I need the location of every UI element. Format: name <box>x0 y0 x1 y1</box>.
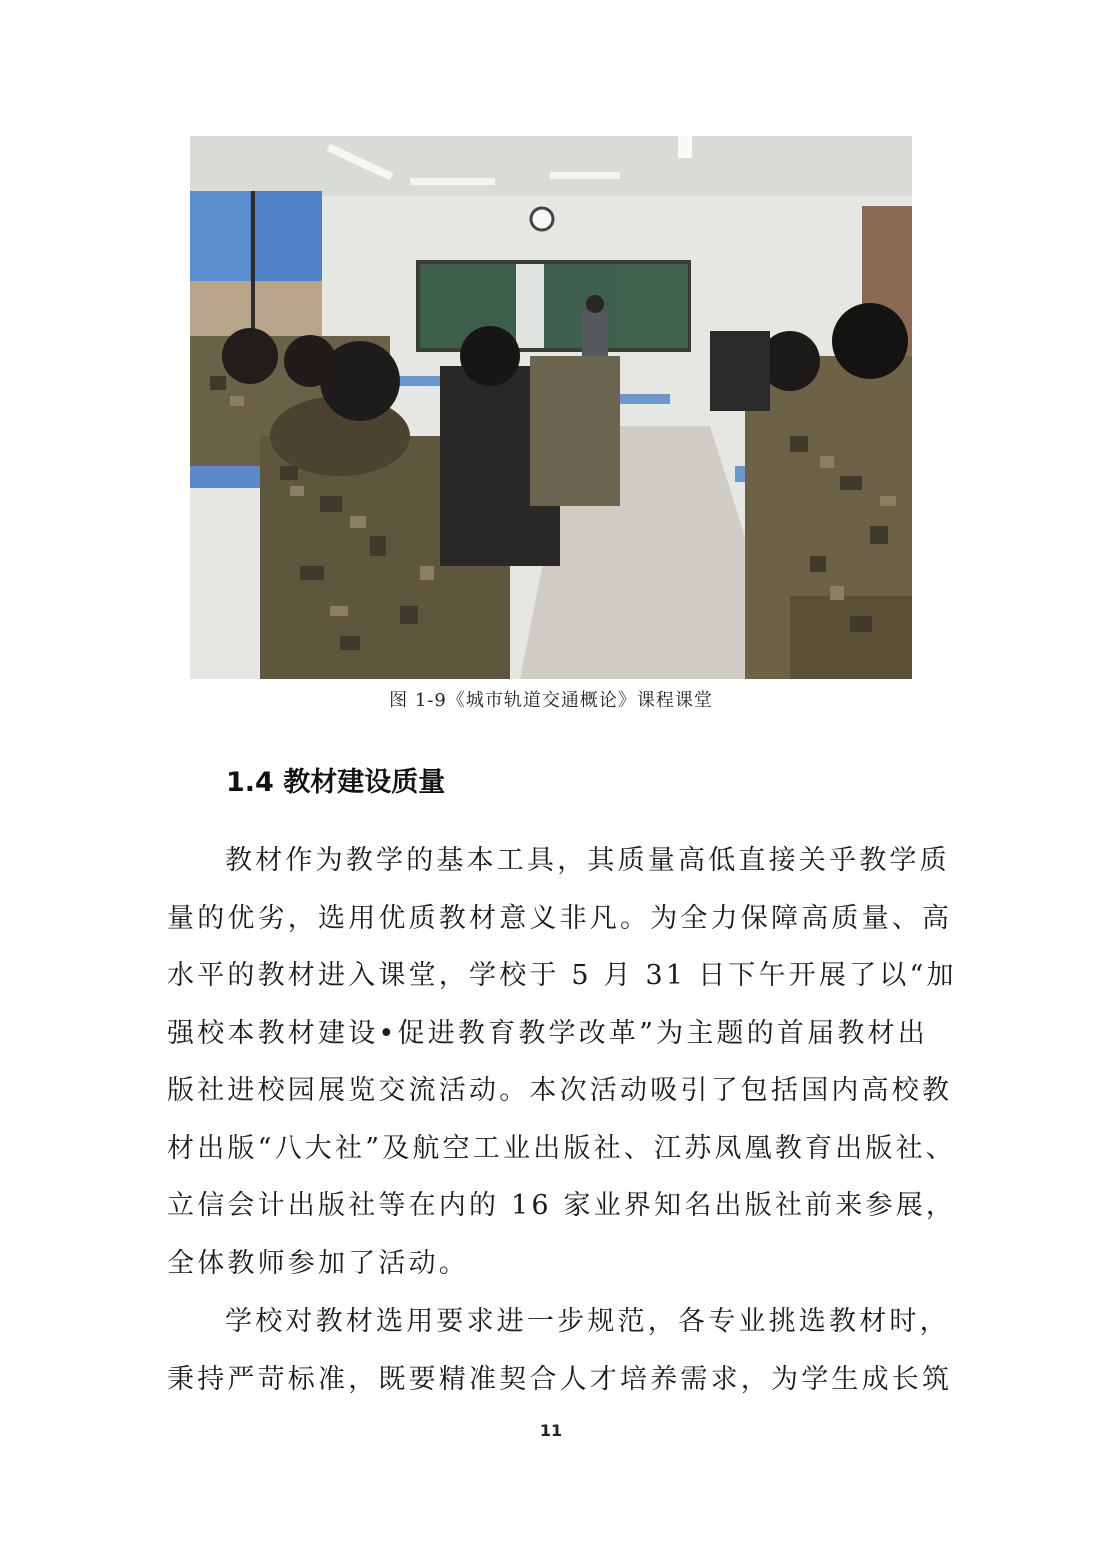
paragraph-line: 强校本教材建设•促进教育教学改革”为主题的首届教材出 <box>167 1017 928 1049</box>
classroom-photo <box>190 136 912 679</box>
paragraph-line: 立信会计出版社等在内的 16 家业界知名出版社前来参展， <box>167 1190 957 1221</box>
projector-screen <box>516 264 544 348</box>
ceiling <box>190 136 912 196</box>
paragraph <box>167 1293 953 1408</box>
paragraph-line: 全体教师参加了活动。 <box>167 1247 469 1279</box>
paragraph-line: 材出版“八大社”及航空工业出版社、江苏凤凰教育出版社、 <box>167 1132 957 1164</box>
ceiling-light <box>410 178 495 185</box>
teacher-head <box>586 295 604 313</box>
paragraph-line: 秉持严苛标准，既要精准契合人才培养需求，为学生成长筑 <box>167 1363 953 1395</box>
paragraph-line: 量的优劣，选用优质教材意义非凡。为全力保障高质量、高 <box>167 902 953 934</box>
paragraph <box>167 832 957 1292</box>
paragraph-line: 水平的教材进入课堂，学校于 5 月 31 日下午开展了以“加 <box>167 960 957 991</box>
ceiling-light <box>678 136 692 158</box>
classroom-photo-drawing <box>190 136 912 679</box>
paragraph-line: 教材作为教学的基本工具，其质量高低直接关乎教学质 <box>225 845 950 876</box>
window-blind <box>256 191 322 281</box>
ceiling-light <box>550 172 620 179</box>
window-blind <box>190 191 250 281</box>
page-number: 11 <box>539 1421 563 1440</box>
chalkboard-right <box>616 264 688 348</box>
paragraph-line: 学校对教材选用要求进一步规范，各专业挑选教材时， <box>225 1306 950 1337</box>
section-heading: 1.4 教材建设质量 <box>226 767 446 798</box>
figure-caption: 图 1-9《城市轨道交通概论》课程课堂 <box>389 690 713 711</box>
wall-clock <box>531 208 553 230</box>
paragraph-line: 版社进校园展览交流活动。本次活动吸引了包括国内高校教 <box>167 1075 953 1106</box>
